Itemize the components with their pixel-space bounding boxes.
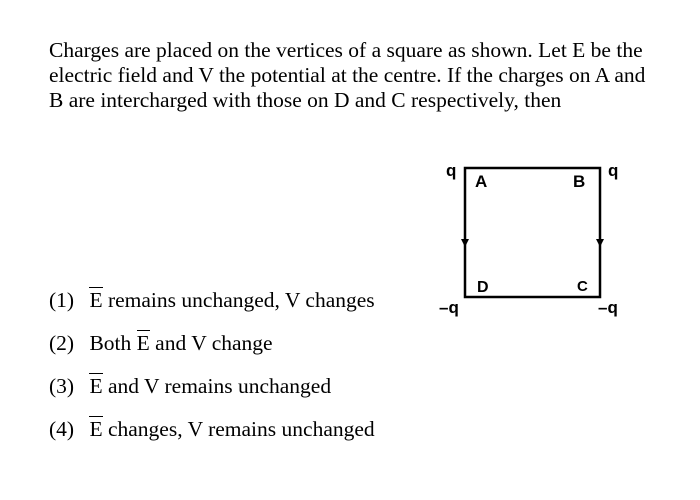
option-1[interactable] (49, 285, 449, 328)
charge-d: –q (439, 298, 459, 317)
option-text: remains unchanged, V changes (107, 288, 375, 312)
charge-c: –q (598, 298, 618, 317)
option-3[interactable] (49, 371, 449, 414)
electric-field-vector: E (89, 285, 102, 315)
option-number: (2) (49, 331, 75, 355)
electric-field-vector: E (89, 371, 102, 401)
charge-b: q (608, 161, 619, 180)
arrow-down-icon-right (596, 230, 604, 247)
vertex-label-d: D (477, 279, 489, 296)
charge-a: q (446, 161, 457, 180)
electric-field-vector: E (137, 328, 150, 358)
option-prefix: Both (89, 331, 132, 355)
electric-field-vector: E (89, 414, 102, 444)
arrow-down-icon-left (461, 230, 469, 247)
option-text: and V change (155, 331, 273, 355)
square-charge-diagram (430, 150, 650, 330)
option-text: and V remains unchanged (107, 374, 332, 398)
option-2[interactable] (49, 328, 449, 371)
option-number: (3) (49, 374, 75, 398)
option-text: changes, V remains unchanged (107, 417, 375, 441)
option-number: (1) (49, 288, 75, 312)
vertex-label-b: B (573, 172, 586, 191)
option-4[interactable] (49, 414, 449, 457)
vertex-label-c: C (577, 278, 588, 295)
vertex-label-a: A (475, 172, 488, 191)
answer-options (49, 285, 449, 457)
option-number: (4) (49, 417, 75, 441)
question-text: Charges are placed on the vertices of a square as shown. Let E be the electric field and V the potential at the centre. If the charges on A and B are intercharged with those on D and C respectively, then (49, 38, 646, 112)
